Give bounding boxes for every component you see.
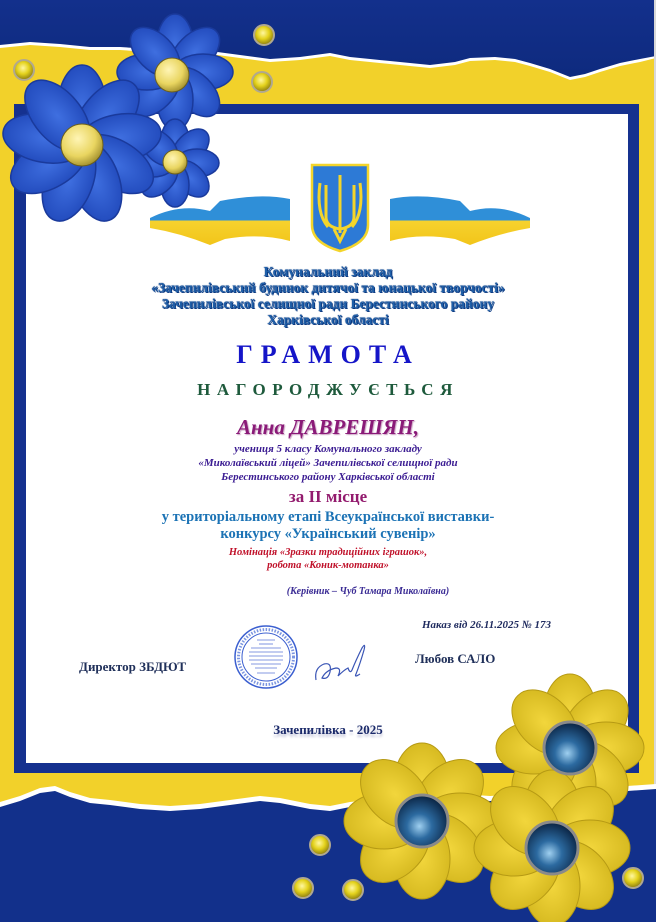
yellow-flowers-decoration <box>340 665 656 922</box>
director-name: Любов САЛО <box>415 651 496 666</box>
supervisor-note: (Керівник – Чуб Тамара Миколаївна) <box>286 586 450 597</box>
contest-line-2: конкурсу «Український сувенір» <box>220 526 436 542</box>
recipient-line-2: «Миколаївський ліцей» Зачепилівської селищної ради <box>198 457 458 469</box>
org-line-2: «Зачепилівський будинок дитячої та юнацької творчості» <box>151 280 505 295</box>
org-line-1: Комунальний заклад <box>263 264 393 279</box>
director-title: Директор ЗБДЮТ <box>79 659 187 674</box>
contest-description <box>0 509 656 543</box>
nomination <box>0 546 656 572</box>
contest-line-1: у територіальному етапі Всеукраїнської виставки- <box>161 509 495 525</box>
nomination-line-2: робота «Коник-мотанка» <box>267 560 389 571</box>
place-and-year: Зачепилівка - 2025 <box>273 722 383 737</box>
certificate-title: ГРАМОТА <box>236 340 420 369</box>
tryzub-coat-of-arms-icon <box>312 165 368 251</box>
recipient-details <box>0 442 656 484</box>
org-line-3: Зачепилівської селищної ради Берестинського району <box>161 296 495 311</box>
award-place: за ІІ місце <box>288 487 368 506</box>
org-line-4: Харківської області <box>267 312 389 327</box>
recipient-line-1: учениця 5 класу Комунального закладу <box>234 443 422 455</box>
coat-of-arms-ribbon <box>140 163 540 253</box>
order-reference: Наказ від 26.11.2025 № 173 <box>422 619 552 631</box>
awarded-heading: НАГОРОДЖУЄТЬСЯ <box>197 380 459 399</box>
recipient-line-3: Берестинського району Харківської області <box>221 471 435 483</box>
nomination-line-1: Номінація «Зразки традиційних іграшок», <box>228 547 428 558</box>
organization-name <box>0 264 656 328</box>
recipient-name: Анна ДАВРЕШЯН, <box>237 415 419 439</box>
round-stamp-icon <box>233 624 299 690</box>
